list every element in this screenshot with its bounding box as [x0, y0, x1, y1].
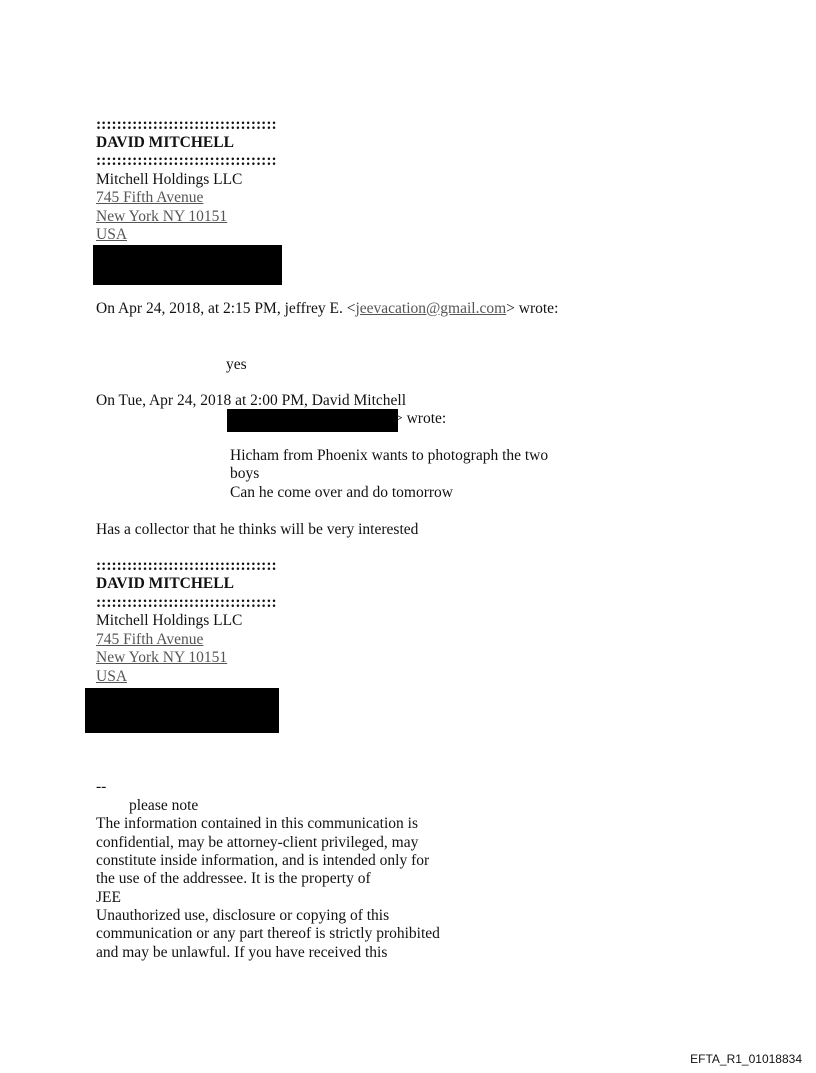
redaction-box — [227, 409, 398, 432]
disclaimer-line: Unauthorized use, disclosure or copying of this — [96, 907, 390, 924]
quoted-body-line: boys — [230, 465, 260, 482]
disclaimer-heading: please note — [129, 797, 199, 814]
signature-company: Mitchell Holdings LLC — [96, 171, 243, 188]
signature-name: DAVID MITCHELL — [96, 575, 234, 592]
disclaimer-line: confidential, may be attorney-client privileged, may — [96, 834, 419, 851]
reply-body: yes — [226, 356, 247, 373]
disclaimer-line: constitute inside information, and is intended only for — [96, 852, 430, 869]
signature-rule-bottom: ::::::::::::::::::::::::::::::::::: — [96, 594, 277, 611]
quoted-body-line: Hicham from Phoenix wants to photograph the two — [230, 447, 549, 464]
signature-rule-top: ::::::::::::::::::::::::::::::::::: — [96, 557, 277, 574]
disclaimer-line: communication or any part thereof is strictly prohibited — [96, 925, 440, 942]
signature-rule-top: ::::::::::::::::::::::::::::::::::: — [96, 116, 277, 133]
reply-header-suffix: > wrote: — [506, 300, 559, 317]
disclaimer-line: and may be unlawful. If you have received this — [96, 944, 388, 961]
signature-country-link[interactable]: USA — [96, 668, 128, 685]
disclaimer-line: The information contained in this communication is — [96, 815, 418, 832]
document-id: EFTA_R1_01018834 — [690, 1052, 802, 1066]
signature-address-link[interactable]: 745 Fifth Avenue — [96, 631, 204, 648]
signature-rule-bottom: ::::::::::::::::::::::::::::::::::: — [96, 152, 277, 169]
signature-country-link[interactable]: USA — [96, 226, 128, 243]
disclaimer-line: JEE — [96, 889, 121, 906]
quoted-header-line2: > wrote: — [394, 410, 447, 427]
redaction-box — [85, 688, 279, 733]
signature-name: DAVID MITCHELL — [96, 134, 234, 151]
redaction-box — [93, 245, 282, 285]
quoted-body-line: Can he come over and do tomorrow — [230, 484, 453, 501]
collector-line: Has a collector that he thinks will be very interested — [96, 521, 419, 538]
signature-city-link[interactable]: New York NY 10151 — [96, 649, 228, 666]
reply-header-prefix: On Apr 24, 2018, at 2:15 PM, jeffrey E. < — [96, 300, 356, 317]
disclaimer-separator: -- — [96, 778, 107, 795]
signature-company: Mitchell Holdings LLC — [96, 612, 243, 629]
signature-address-link[interactable]: 745 Fifth Avenue — [96, 189, 204, 206]
sender-email-link[interactable]: jeevacation@gmail.com — [355, 300, 507, 317]
quoted-header-line1: On Tue, Apr 24, 2018 at 2:00 PM, David Mitchell — [96, 392, 407, 409]
disclaimer-line: the use of the addressee. It is the property of — [96, 870, 371, 887]
reply-header — [96, 300, 558, 318]
signature-city-link[interactable]: New York NY 10151 — [96, 208, 228, 225]
